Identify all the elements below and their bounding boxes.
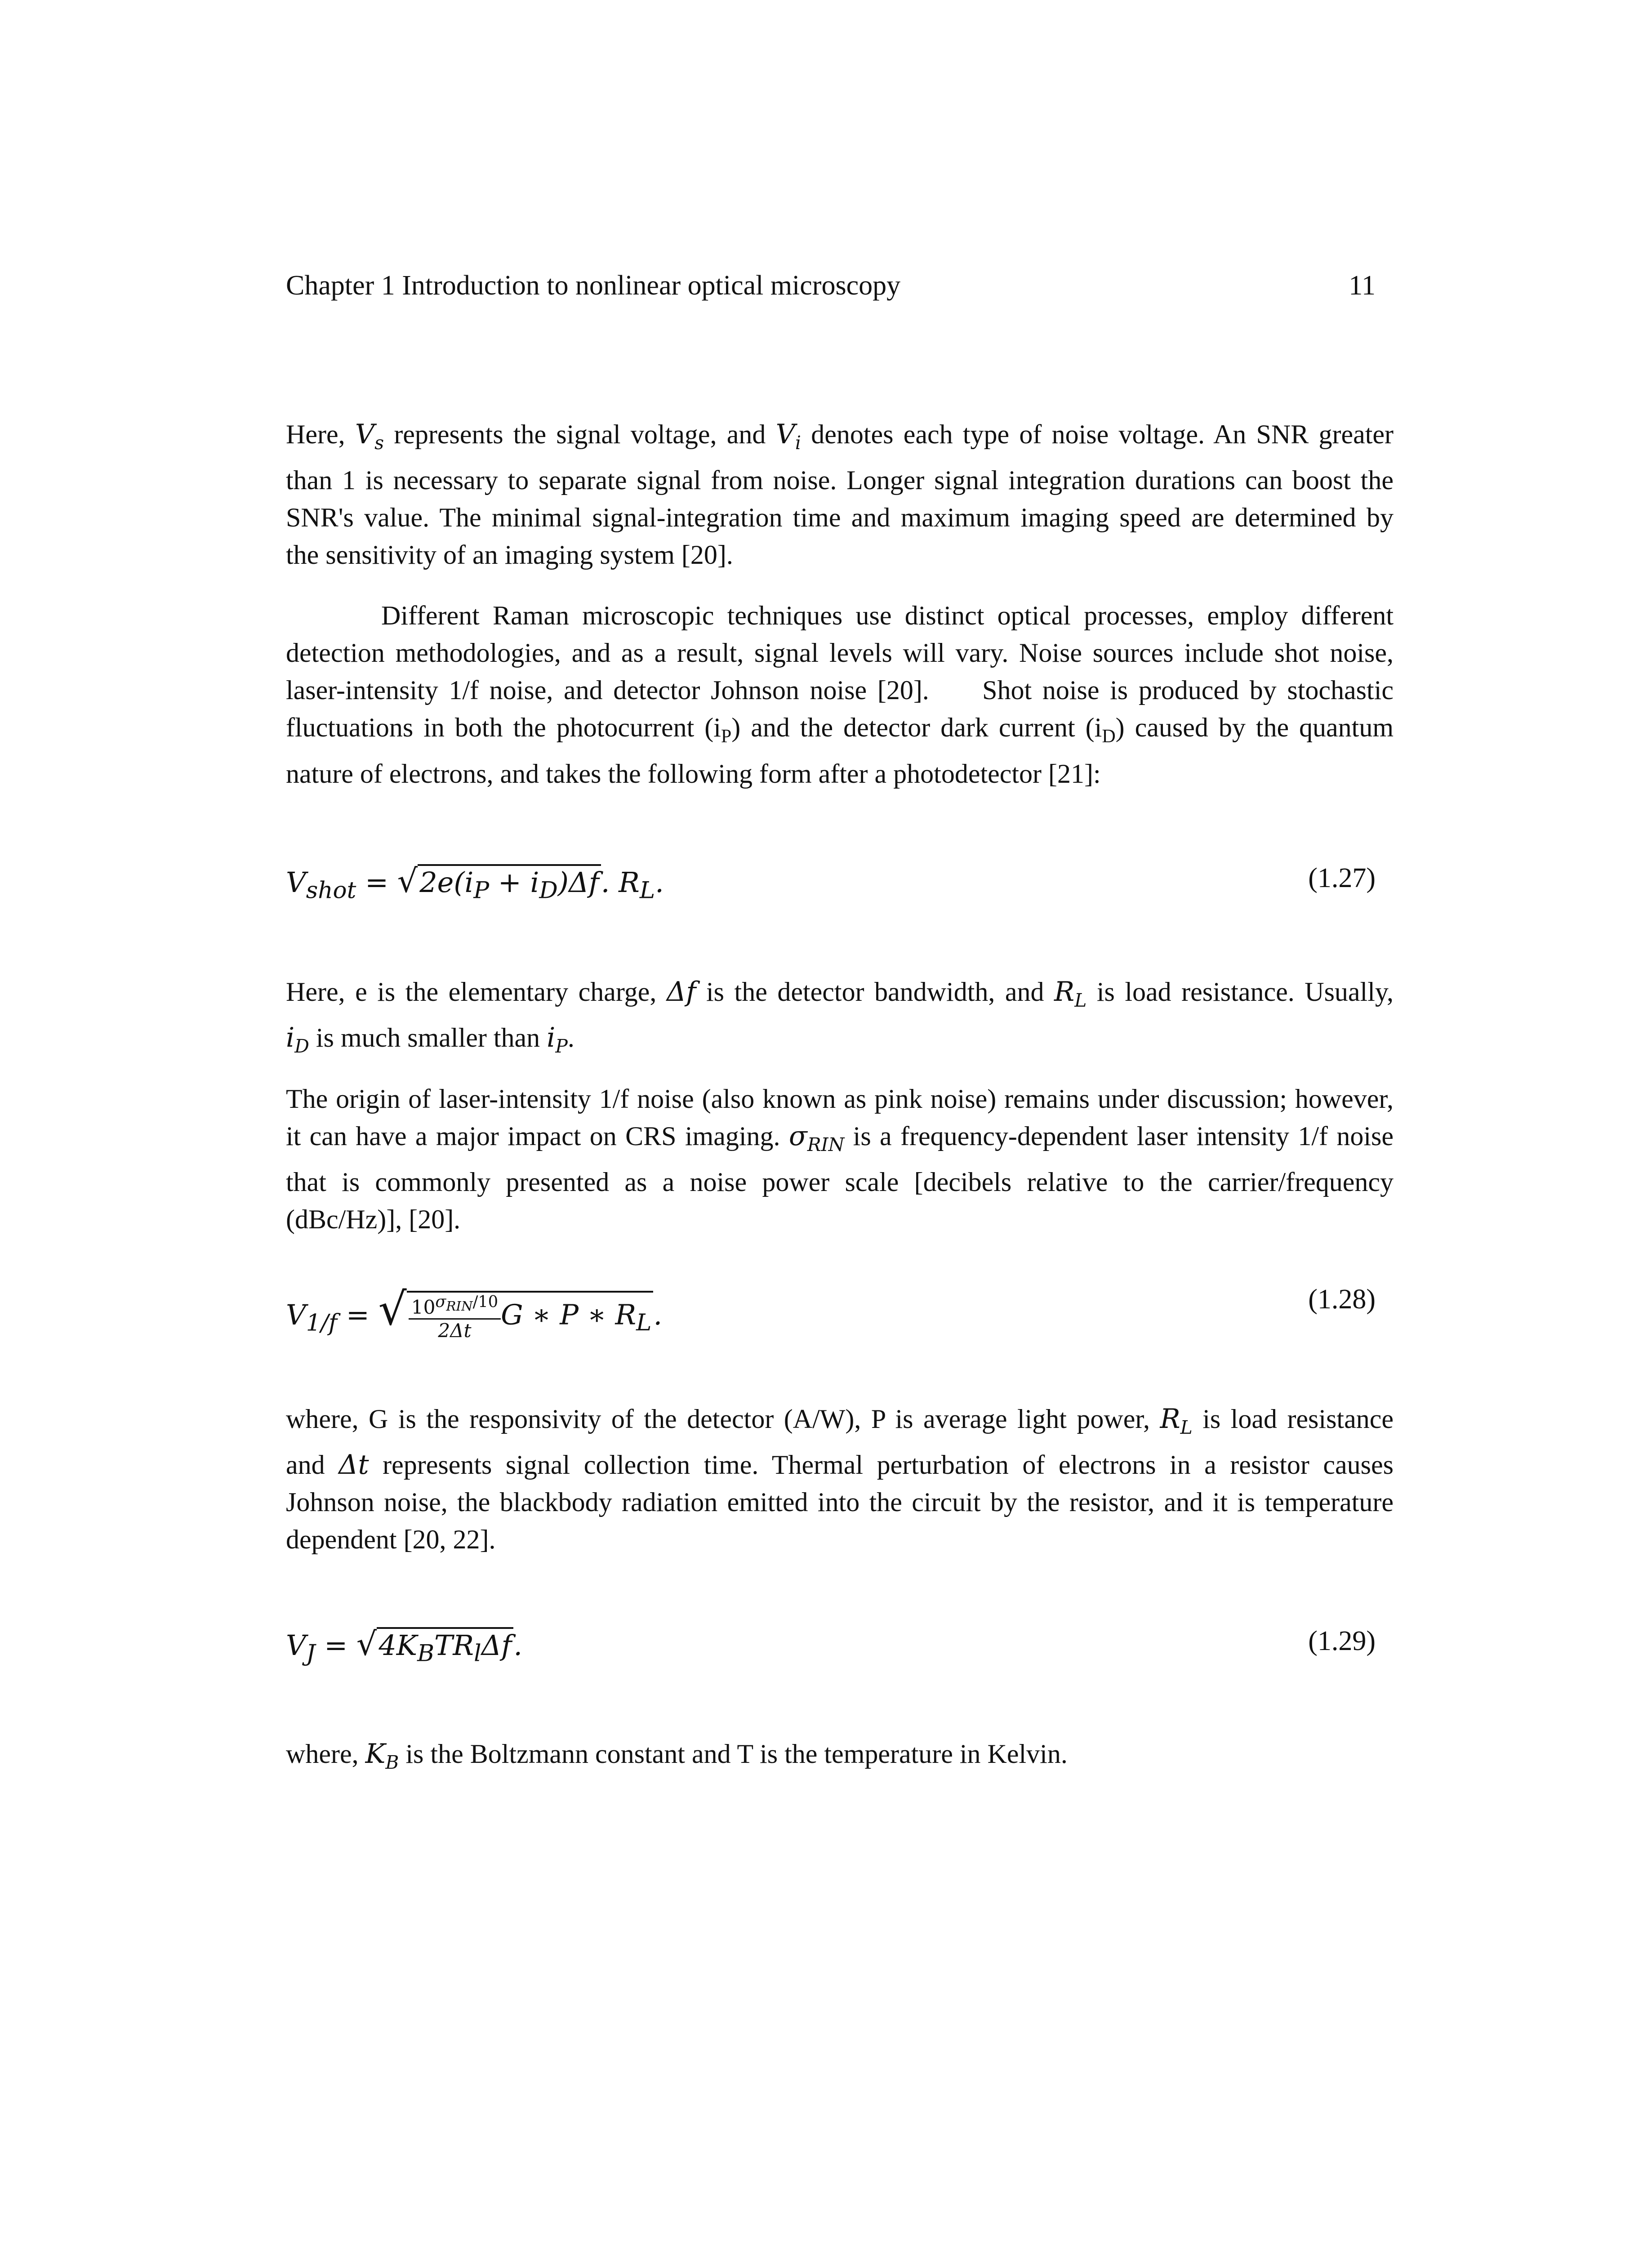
text-line: Different Raman microscopic techniques use distinct optical processes, employ different [381, 601, 1394, 630]
text-line: (dBc/Hz)], [20]. [286, 1204, 461, 1234]
equation-body: $V_{1/f}$ = √ $\frac{10^{\sigma_{RIN}/10}}{2\Delta t}$ G ∗ P ∗ $R_L$. [286, 1284, 663, 1342]
text-line: SNR's value. The minimal signal-integration time and maximum imaging speed are determined by [286, 503, 1394, 532]
equation-body: $V_{shot} = √2e(i_P + i_D)\Delta f$. $R_L$. [286, 862, 664, 904]
text-line: laser-intensity 1/f noise, and detector Johnson noise [20]. Shot noise is produced by stochastic [286, 675, 1394, 705]
paragraph-boltzmann [286, 1735, 1394, 1781]
text-line: it can have a major impact on CRS imaging. $\sigma_{RIN}$ is a frequency-dependent laser intensity 1/f noise [286, 1120, 1394, 1155]
paragraph-pink-noise [286, 1080, 1394, 1238]
text-line: $i_D$ is much smaller than $i_P$. [286, 1022, 574, 1057]
text-line: the sensitivity of an imaging system [20]. [286, 540, 733, 570]
paragraph-johnson-noise [286, 1401, 1394, 1558]
paragraph-noise-sources [286, 597, 1394, 793]
equation-1-29 [286, 1625, 1376, 1679]
text-line: Here, e is the elementary charge, Δf is the detector bandwidth, and $R_L$ is load resistance. Usually, [286, 976, 1394, 1011]
equation-number: (1.27) [1308, 863, 1376, 893]
equation-body: $V_J = √4K_BTR_l\Delta f$. [286, 1625, 523, 1667]
chapter-title: Chapter 1 Introduction to nonlinear optical microscopy [286, 270, 901, 301]
text-line: that is commonly presented as a noise power scale [decibels relative to the carrier/frequency [286, 1167, 1394, 1197]
text-line: where, G is the responsivity of the detector (A/W), P is average light power, $R_L$ is load resistance [286, 1403, 1394, 1438]
equation-number: (1.29) [1308, 1626, 1376, 1656]
text-line: Here, $V_s$ represents the signal voltage, and $V_i$ denotes each type of noise voltage. An SNR greater [286, 419, 1394, 454]
text-line: where, $K_B$ is the Boltzmann constant and T is the temperature in Kelvin. [286, 1738, 1068, 1773]
page-number: 11 [1349, 270, 1376, 301]
running-header [286, 270, 1376, 306]
text-line: dependent [20, 22]. [286, 1525, 496, 1554]
text-line: Johnson noise, the blackbody radiation emitted into the circuit by the resistor, and it is temperature [286, 1487, 1394, 1517]
equation-number: (1.28) [1308, 1284, 1376, 1315]
equation-1-28 [286, 1284, 1376, 1356]
text-line: and Δt represents signal collection time. Thermal perturbation of electrons in a resistor causes [286, 1449, 1394, 1481]
text-line: detection methodologies, and as a result, signal levels will vary. Noise sources include shot noise, [286, 638, 1394, 668]
text-line: The origin of laser-intensity 1/f noise (also known as pink noise) remains under discussion; however, [286, 1084, 1394, 1114]
equation-1-27 [286, 862, 1376, 916]
paragraph-snr [286, 416, 1394, 574]
text-line: fluctuations in both the photocurrent $(i_P)$ and the detector dark current $(i_D)$ caused by the quantum [286, 713, 1394, 747]
paragraph-shot-noise-terms [286, 973, 1394, 1065]
text-line: than 1 is necessary to separate signal from noise. Longer signal integration durations can boost the [286, 465, 1394, 495]
text-line: nature of electrons, and takes the following form after a photodetector [21]: [286, 759, 1101, 789]
